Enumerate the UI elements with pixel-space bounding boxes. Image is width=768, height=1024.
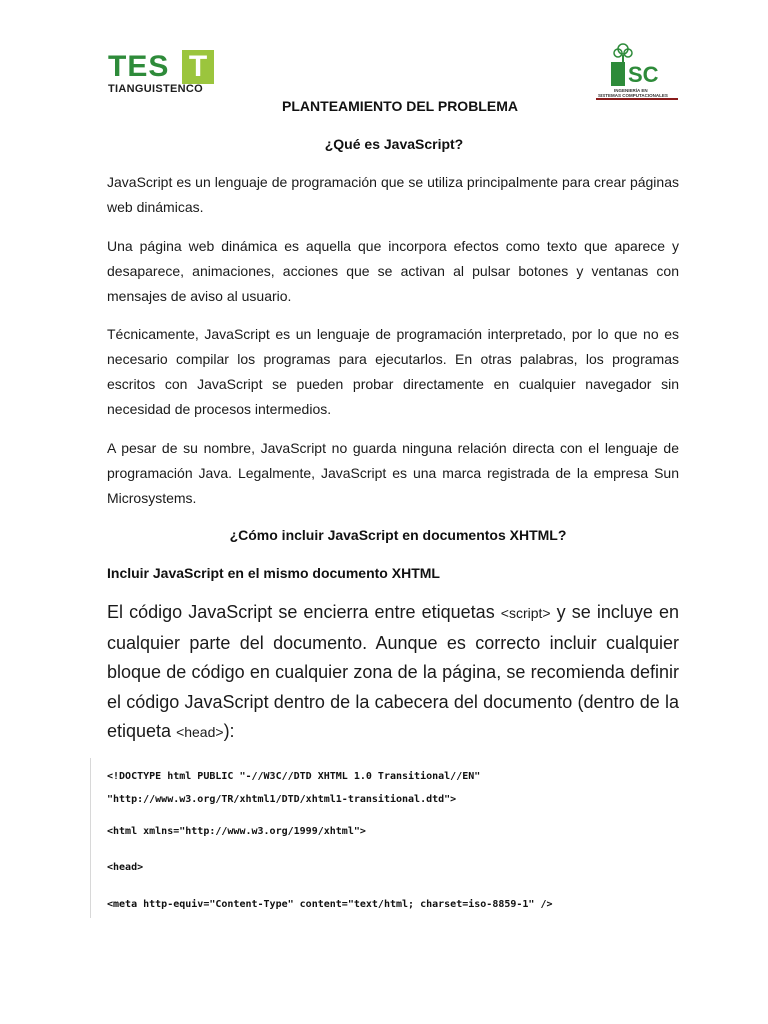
big-paragraph-part2: y se incluye en cualquier parte del documento. Aunque es correcto incluir cualquier bloque de código en cualquier zona de la página, se recomienda definir el código JavaScript dentro de la cabecera del documento (dentro de la etiqueta bbox=[107, 602, 679, 741]
question-how-to-include: ¿Cómo incluir JavaScript en documentos XHTML? bbox=[229, 527, 567, 543]
paragraph-3: Técnicamente, JavaScript es un lenguaje de programación interpretado, por lo que no es necesario compilar los programas para ejecutarlos. En otras palabras, los programas escritos con JavaScript se pueden probar directamente en cualquier navegador sin necesidad de procesos intermedios. bbox=[107, 326, 679, 417]
code-line-meta: <meta http-equiv="Content-Type" content="text/html; charset=iso-8859-1" /> bbox=[107, 899, 553, 910]
tag-script: <script> bbox=[500, 605, 551, 621]
logo-brand-sub: TIANGUISTENCO bbox=[108, 83, 203, 95]
code-line-doctype: <!DOCTYPE html PUBLIC "-//W3C//DTD XHTML 1.0 Transitional//EN" "http://www.w3.org/TR/xhtml1/DTD/xhtml1-transitional.dtd"> bbox=[107, 771, 487, 805]
tag-head: <head> bbox=[176, 724, 224, 740]
subheading-same-document: Incluir JavaScript en el mismo documento XHTML bbox=[107, 565, 440, 581]
page-title: PLANTEAMIENTO DEL PROBLEMA bbox=[282, 98, 518, 114]
tree-icon bbox=[612, 42, 634, 64]
big-paragraph bbox=[107, 598, 679, 748]
question-what-is-js: ¿Qué es JavaScript? bbox=[324, 136, 464, 152]
paragraph-4: A pesar de su nombre, JavaScript no guarda ninguna relación directa con el lenguaje de programación Java. Legalmente, JavaScript es una marca registrada de la empresa Sun Microsystems. bbox=[107, 440, 679, 506]
isc-logo bbox=[592, 42, 682, 102]
logo-brand-main: TES bbox=[108, 50, 170, 83]
logo-sub2: SISTEMAS COMPUTACIONALES bbox=[598, 93, 668, 98]
big-paragraph-part3: ): bbox=[223, 721, 235, 741]
code-line-html: <html xmlns="http://www.w3.org/1999/xhtml"> bbox=[107, 826, 366, 837]
logo-brand-letter: T bbox=[182, 50, 214, 84]
logo-i-bar bbox=[611, 62, 625, 86]
paragraph-1: JavaScript es un lenguaje de programación que se utiliza principalmente para crear páginas web dinámicas. bbox=[107, 174, 679, 215]
big-paragraph-part1: El código JavaScript se encierra entre etiquetas bbox=[107, 602, 501, 622]
logo-sub1: INGENIERÍA EN bbox=[614, 88, 648, 93]
logo-letters: SC bbox=[628, 62, 659, 87]
paragraph-2: Una página web dinámica es aquella que incorpora efectos como texto que aparece y desaparece, animaciones, acciones que se activan al pulsar botones y ventanas con mensajes de aviso al usuario. bbox=[107, 238, 679, 304]
tes-logo bbox=[108, 50, 220, 96]
code-block-rule bbox=[90, 758, 91, 918]
code-line-head: <head> bbox=[107, 862, 144, 873]
